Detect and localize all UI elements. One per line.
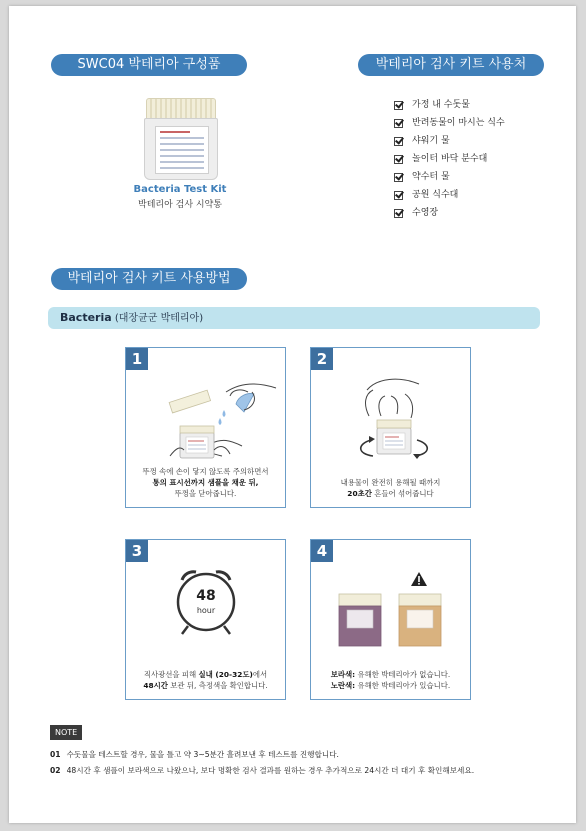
- warning-icon: [411, 572, 427, 586]
- list-item: 가정 내 수돗물: [394, 96, 505, 114]
- step-1-description: 뚜껑 속에 손이 닿지 않도록 주의하면서 통의 표시선까지 샘플을 채운 뒤, 뚜껑을 닫아줍니다.: [142, 467, 269, 498]
- step-3-description: 직사광선을 피해 실내 (20-32도)에서 48시간 보관 뒤, 측정색을 확인합니다.: [143, 670, 268, 690]
- method-section-title: 박테리아 검사 키트 사용방법: [51, 268, 247, 290]
- list-item: 02 48시간 후 샘플이 보라색으로 나왔으나, 보다 명확한 검사 결과를 원하는 경우 추가적으로 24시간 더 대기 후 확인해보세요.: [50, 766, 475, 775]
- kit-product: [105, 98, 255, 210]
- step-number: 3: [126, 540, 148, 562]
- checkbox-checked-icon: [394, 209, 403, 218]
- usage-places-list: [394, 96, 505, 222]
- step-4-card: [310, 539, 471, 700]
- step-number: 1: [126, 348, 148, 370]
- checkbox-checked-icon: [394, 191, 403, 200]
- bacteria-subheader: Bacteria (대장균군 박테리아): [48, 307, 540, 329]
- purple-result-jar: [339, 594, 381, 646]
- step-3-card: [125, 539, 286, 700]
- step-4-illustration: [311, 562, 470, 652]
- step-number: 2: [311, 348, 333, 370]
- checkbox-checked-icon: [394, 173, 403, 182]
- components-section-title: SWC04 박테리아 구성품: [51, 54, 247, 76]
- step-4-description: 보라색: 유해한 박테리아가 없습니다. 노란색: 유해한 박테리아가 있습니다.: [330, 670, 451, 690]
- notes-list: [50, 747, 570, 779]
- list-item: 01 수돗물을 테스트할 경우, 물을 틀고 약 3~5분간 흘려보낸 후 테스트를 진행합니다.: [50, 750, 339, 759]
- checkbox-checked-icon: [394, 119, 403, 128]
- usage-places-section-title: 박테리아 검사 키트 사용처: [358, 54, 544, 76]
- yellow-result-jar: [399, 594, 441, 646]
- step-number: 4: [311, 540, 333, 562]
- kit-name-en: Bacteria Test Kit: [133, 184, 227, 195]
- list-item: 공원 식수대: [394, 186, 505, 204]
- step-1-illustration: [126, 370, 285, 460]
- checkbox-checked-icon: [394, 101, 403, 110]
- list-item: 샤워기 물: [394, 132, 505, 150]
- step-2-illustration: [311, 370, 470, 460]
- note-tag: NOTE: [50, 725, 82, 740]
- step-2-description: 내용물이 완전히 용해될 때까지 20초간 흔들어 섞어줍니다: [340, 478, 441, 498]
- document-page: [9, 6, 576, 823]
- list-item: 수영장: [394, 204, 505, 222]
- checkbox-checked-icon: [394, 155, 403, 164]
- checkbox-checked-icon: [394, 137, 403, 146]
- step-1-card: [125, 347, 286, 508]
- step-2-card: [310, 347, 471, 508]
- list-item: 놀이터 바닥 분수대: [394, 150, 505, 168]
- list-item: 약수터 물: [394, 168, 505, 186]
- clock-hours-value: 48: [196, 588, 216, 604]
- step-3-illustration: [126, 562, 285, 652]
- test-kit-jar-image: [142, 98, 218, 180]
- list-item: 반려동물이 마시는 식수: [394, 114, 505, 132]
- kit-name-ko: 박테리아 검사 시약통: [138, 200, 222, 210]
- clock-unit: hour: [196, 606, 216, 615]
